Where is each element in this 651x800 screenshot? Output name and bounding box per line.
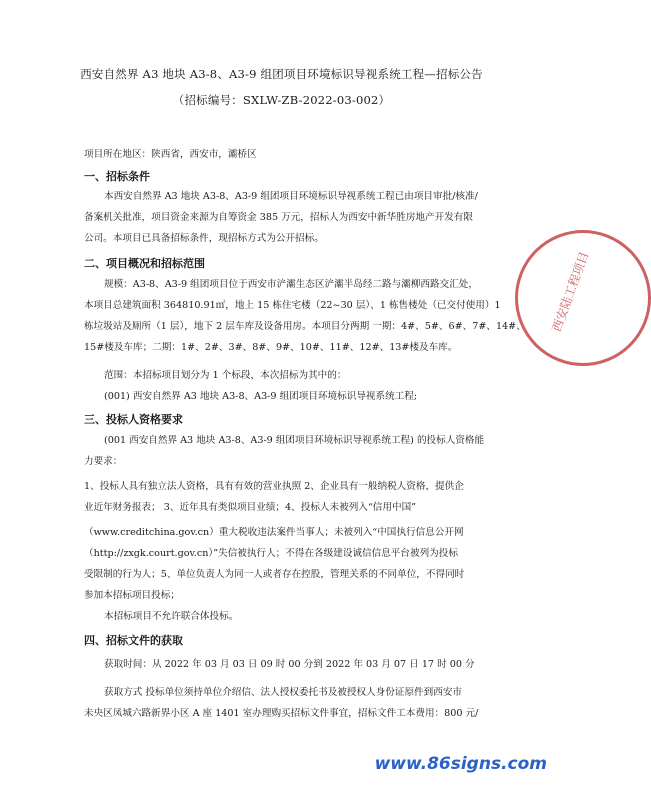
section-heading-bidder-qualifications: 三、投标人资格要求 — [84, 413, 183, 426]
seal-stamp-text: 西安陆工程项目 — [549, 249, 592, 334]
paragraph-line: (001 西安自然界 A3 地块 A3-8、A3-9 组团项目环境标识导视系统工程) 的投标人资格能 — [104, 435, 485, 446]
paragraph-line: 本西安自然界 A3 地块 A3-8、A3-9 组团项目环境标识导视系统工程已由项目审批/核准/ — [104, 191, 478, 202]
paragraph-line: 公司。本项目已具备招标条件，现招标方式为公开招标。 — [84, 233, 324, 244]
lot-line: (001) 西安自然界 A3 地块 A3-8、A3-9 组团项目环境标识导视系统工程; — [104, 391, 418, 402]
paragraph-line: 未央区凤城六路新界小区 A 座 1401 室办理购买招标文件事宜，招标文件工本费用：800 元/ — [84, 708, 479, 719]
section-heading-obtain-documents: 四、招标文件的获取 — [84, 634, 183, 647]
paragraph-line: 业近年财务报表； 3、近年具有类似项目业绩；4、投标人未被列入“信用中国” — [84, 502, 417, 513]
scope-line: 范围：本招标项目划分为 1 个标段，本次招标为其中的： — [104, 370, 347, 381]
paragraph-line: （www.creditchina.gov.cn）重大税收违法案件当事人；未被列入“中国执行信息公开网 — [84, 527, 464, 538]
obtain-time-line: 获取时间：从 2022 年 03 月 03 日 09 时 00 分到 2022 年 03 月 07 日 17 时 00 分 — [104, 659, 475, 670]
paragraph-line: 栋垃圾站及厕所（1 层），地下 2 层车库及设备用房。本项目分两期 一期：4#、5#、6#、7#、14#、 — [84, 321, 526, 332]
paragraph-line: 获取方式 投标单位须持单位介绍信、法人授权委托书及被授权人身份证原件到西安市 — [104, 687, 463, 698]
project-location: 项目所在地区：陕西省，西安市，灞桥区 — [84, 149, 257, 160]
consortium-note: 本招标项目不允许联合体投标。 — [104, 611, 239, 622]
seal-stamp — [515, 230, 651, 366]
paragraph-line: 1、投标人具有独立法人资格，具有有效的营业执照 2、企业具有一般纳税人资格，提供企 — [84, 481, 464, 492]
section-heading-tender-conditions: 一、招标条件 — [84, 170, 150, 183]
paragraph-line: 15#楼及车库；二期：1#、2#、3#、8#、9#、10#、11#、12#、13#楼及车库。 — [84, 342, 458, 353]
tender-number: （招标编号：SXLW-ZB-2022-03-002） — [172, 93, 391, 107]
paragraph-line: 本项目总建筑面积 364810.91㎡，地上 15 栋住宅楼（22~30 层）、1 栋售楼处（已交付使用）1 — [84, 300, 501, 311]
section-heading-project-overview: 二、项目概况和招标范围 — [84, 257, 205, 270]
paragraph-line: 规模：A3-8、A3-9 组团项目位于西安市浐灞生态区浐灞半岛经二路与灞柳西路交汇处， — [104, 279, 478, 290]
paragraph-line: 参加本招标项目投标； — [84, 590, 180, 601]
paragraph-line: （http://zxgk.court.gov.cn）”失信被执行人；不得在各级建设诚信信息平台被列为投标 — [84, 548, 458, 559]
site-watermark: www.86signs.com — [374, 754, 547, 774]
paragraph-line: 力要求： — [84, 456, 123, 467]
paragraph-line: 受限制的行为人；5、单位负责人为同一人或者存在控股，管理关系的不同单位，不得同时 — [84, 569, 465, 580]
notice-title: 西安自然界 A3 地块 A3-8、A3-9 组团项目环境标识导视系统工程—招标公告 — [80, 67, 483, 81]
paragraph-line: 备案机关批准，项目资金来源为自筹资金 385 万元，招标人为西安中新华胜房地产开发有限 — [84, 212, 473, 223]
